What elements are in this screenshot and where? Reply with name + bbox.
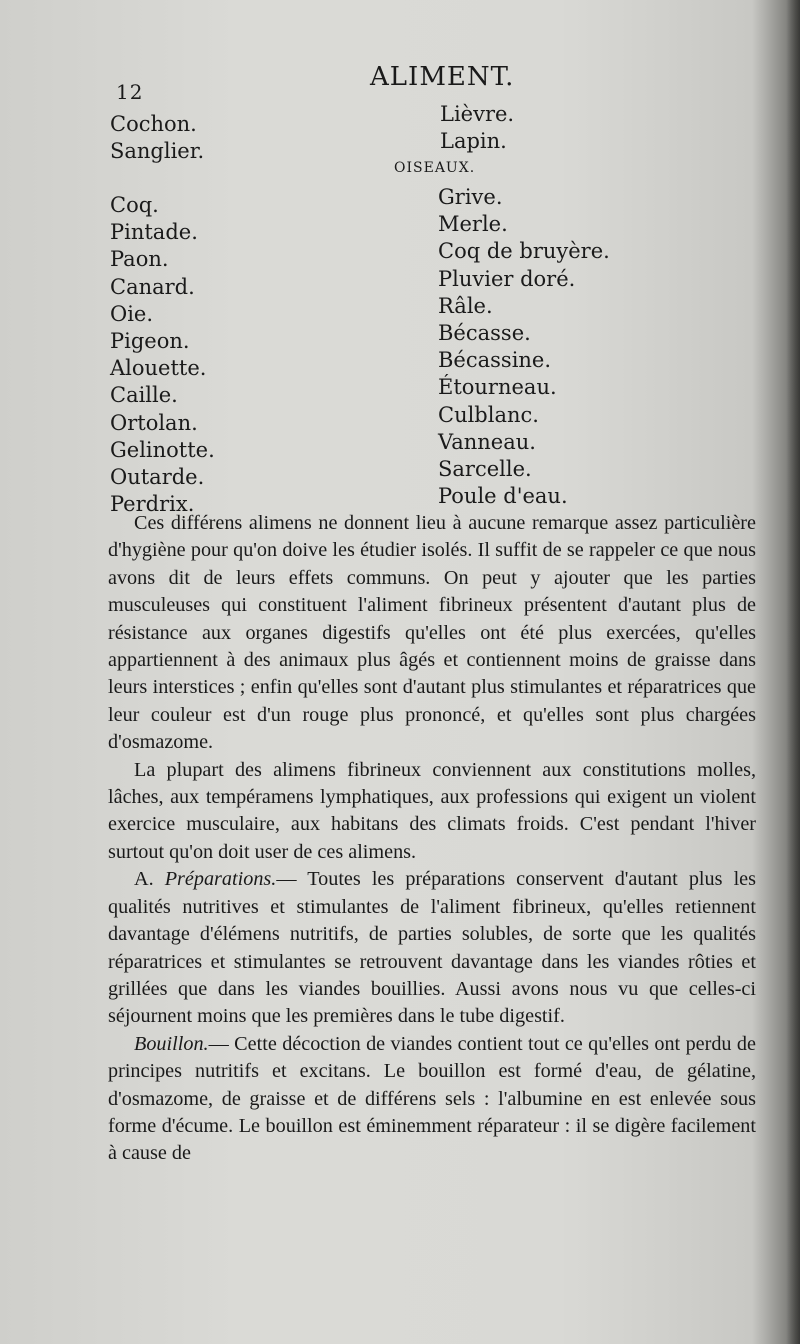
- section-letter: A.: [134, 868, 165, 891]
- list-item: Pintade.: [110, 220, 198, 245]
- list-item: Vanneau.: [438, 429, 536, 454]
- paragraph-2: La plupart des alimens fibrineux conviennent aux constitutions molles, lâches, aux tempéramens lymphatiques, aux professions qui exigent un violent exercice musculaire, aux habitans des climats froids. C'est pendant l'hiver surtout qu'on doit user de ces alimens.: [108, 758, 756, 863]
- list-item: Coq.: [110, 193, 159, 217]
- list-item: Bécassine.: [438, 348, 552, 373]
- list-item: Outarde.: [110, 465, 205, 490]
- paragraph-4-text: — Cette décoction de viandes contient tout ce qu'elles ont perdu de principes nutritifs et excitans. Le bouillon est formé d'eau, de gélatine, d'osmazome, de graisse et de différens sels : l'albumine en est enlevée sous forme d'écume. Le bouillon est éminemment réparateur : il se digère facilement à cause de: [108, 1032, 756, 1165]
- list-item: Lièvre.: [440, 102, 515, 126]
- list-item: Grive.: [438, 185, 503, 209]
- list-item: Perdrix.: [110, 492, 195, 517]
- list-item: Râle.: [438, 293, 493, 318]
- list-item: Paon.: [110, 247, 169, 272]
- page-number: 12: [116, 80, 144, 104]
- list-item: Coq de bruyère.: [438, 239, 610, 264]
- list-item: Merle.: [438, 212, 508, 237]
- section-heading-preparations: Préparations.: [164, 868, 277, 891]
- paragraph-4: [108, 1031, 756, 1168]
- list-item: Sanglier.: [110, 139, 205, 164]
- list-item: Oie.: [110, 301, 154, 326]
- list-item: Bécasse.: [438, 321, 531, 346]
- list-item: Pigeon.: [110, 329, 190, 354]
- mammals-list-left: [110, 111, 204, 165]
- birds-list-right: [438, 184, 610, 510]
- birds-list-left: [110, 192, 215, 518]
- list-item: Alouette.: [110, 356, 207, 381]
- paragraph-1: Ces différens alimens ne donnent lieu à aucune remarque assez particulière d'hygiène pour qu'on doive les étudier isolés. Il suffit de se rappeler ce que nous avons dit de leurs effets communs. On peut y ajouter que les parties musculeuses qui constituent l'aliment fibrineux présentent d'autant plus de résistance aux organes digestifs qu'elles ont été plus exercées, qu'elles appartiennent à des animaux plus âgés et contiennent moins de graisse dans leurs interstices ; enfin qu'elles sont d'autant plus stimulantes et réparatrices que leur couleur est d'un rouge plus prononcé, et qu'elles sont plus chargées d'osmazome.: [108, 512, 756, 754]
- list-item: Sarcelle.: [438, 457, 532, 482]
- list-item: Caille.: [110, 383, 178, 408]
- paragraph-3-text: — Toutes les préparations conservent d'autant plus les qualités nutritives et stimulantes de l'aliment fibrineux, qu'elles retiennent davantage d'élémens nutritifs, de parties solubles, de sorte que les qualités réparatrices et stimulantes se retrouvent davantage dans les viandes rôties et grillées que dans les viandes bouillies. Aussi avons nous vu que celles-ci séjournent moins que les premières dans le tube digestif.: [108, 868, 756, 1028]
- running-head: ALIMENT.: [370, 62, 515, 92]
- list-item: Gelinotte.: [110, 437, 215, 462]
- list-item: Lapin.: [440, 129, 507, 154]
- list-item: Cochon.: [110, 112, 197, 136]
- list-item: Canard.: [110, 274, 195, 299]
- paragraph-3: [108, 866, 756, 1030]
- list-item: Étourneau.: [438, 375, 557, 400]
- body-text: [108, 510, 756, 1168]
- list-item: Culblanc.: [438, 402, 539, 427]
- birds-heading: OISEAUX.: [394, 160, 476, 176]
- list-item: Poule d'eau.: [438, 484, 568, 509]
- list-item: Ortolan.: [110, 410, 198, 435]
- mammals-list-right: [440, 101, 514, 155]
- list-item: Pluvier doré.: [438, 266, 576, 291]
- section-heading-bouillon: Bouillon.: [134, 1032, 209, 1055]
- page-edge-shadow: [786, 0, 800, 1344]
